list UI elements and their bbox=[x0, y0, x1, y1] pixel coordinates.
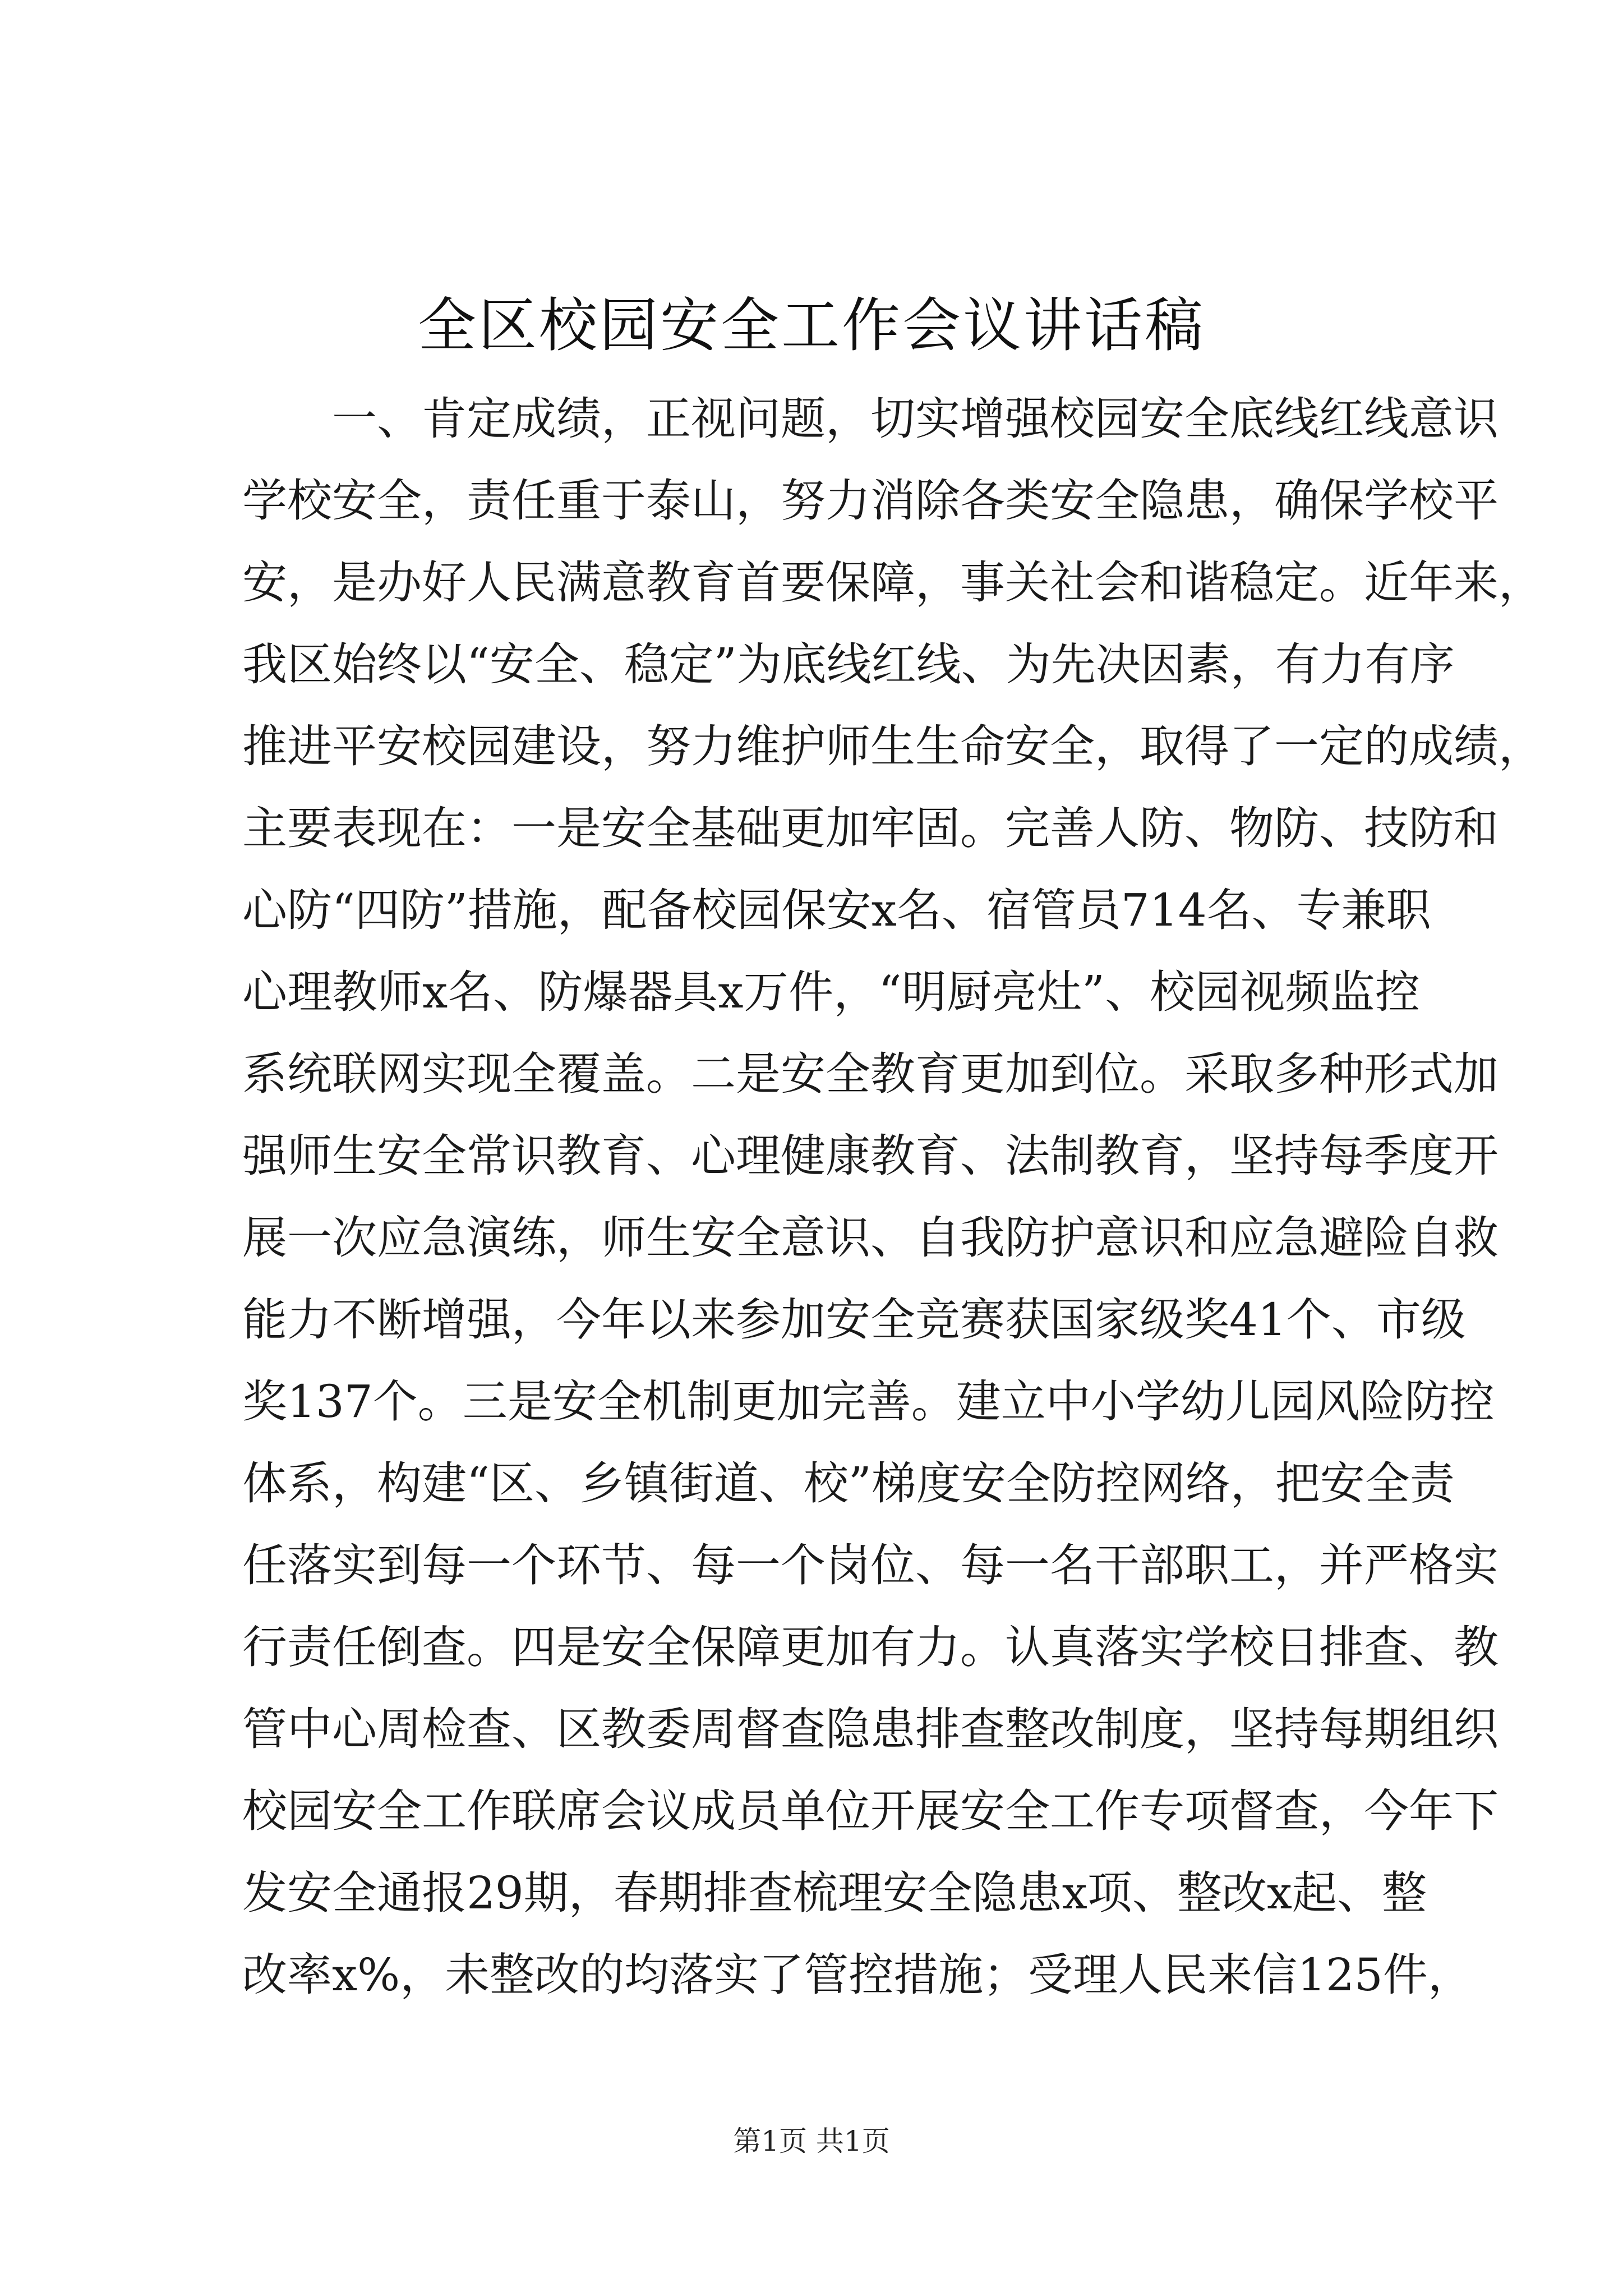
body-line: 行责任倒查。四是安全保障更加有力。认真落实学校日排查、教 bbox=[242, 1621, 1498, 1673]
body-line: 心理教师x名、防爆器具x万件，“明厨亮灶”、校园视频监控 bbox=[242, 966, 1420, 1018]
document-title: 全区校园安全工作会议讲话稿 bbox=[417, 291, 1205, 360]
body-line: 主要表现在：一是安全基础更加牢固。完善人防、物防、技防和 bbox=[242, 802, 1498, 854]
body-line: 我区始终以“安全、稳定”为底线红线、为先决因素，有力有序 bbox=[242, 638, 1455, 691]
body-line: 体系，构建“区、乡镇街道、校”梯度安全防控网络，把安全责 bbox=[242, 1457, 1455, 1510]
body-line: 一、肯定成绩，正视问题，切实增强校园安全底线红线意识 bbox=[332, 393, 1498, 445]
body-line: 推进平安校园建设，努力维护师生生命安全，取得了一定的成绩， bbox=[242, 720, 1543, 772]
body-line: 系统联网实现全覆盖。二是安全教育更加到位。采取多种形式加 bbox=[242, 1048, 1498, 1100]
body-line: 任落实到每一个环节、每一个岗位、每一名干部职工，并严格实 bbox=[242, 1539, 1498, 1591]
body-line: 发安全通报29期，春期排查梳理安全隐患x项、整改x起、整 bbox=[242, 1867, 1427, 1919]
body-line: 奖137个。三是安全机制更加完善。建立中小学幼儿园风险防控 bbox=[242, 1375, 1495, 1428]
body-line: 改率x%，未整改的均落实了管控措施；受理人民来信125件， bbox=[242, 1949, 1473, 2001]
document-body bbox=[242, 378, 1543, 2016]
page-footer: 第1页 共1页 bbox=[733, 2125, 890, 2157]
body-line: 能力不断增强，今年以来参加安全竞赛获国家级奖41个、市级 bbox=[242, 1294, 1466, 1346]
body-line: 管中心周检查、区教委周督查隐患排查整改制度，坚持每期组织 bbox=[242, 1703, 1498, 1755]
body-line: 展一次应急演练，师生安全意识、自我防护意识和应急避险自救 bbox=[242, 1212, 1498, 1264]
body-line: 校园安全工作联席会议成员单位开展安全工作专项督查，今年下 bbox=[242, 1785, 1498, 1837]
body-line: 心防“四防”措施，配备校园保安x名、宿管员714名、专兼职 bbox=[242, 884, 1431, 936]
body-line: 安，是办好人民满意教育首要保障，事关社会和谐稳定。近年来， bbox=[242, 556, 1543, 609]
body-line: 学校安全，责任重于泰山，努力消除各类安全隐患，确保学校平 bbox=[242, 475, 1498, 527]
body-line: 强师生安全常识教育、心理健康教育、法制教育，坚持每季度开 bbox=[242, 1130, 1498, 1182]
